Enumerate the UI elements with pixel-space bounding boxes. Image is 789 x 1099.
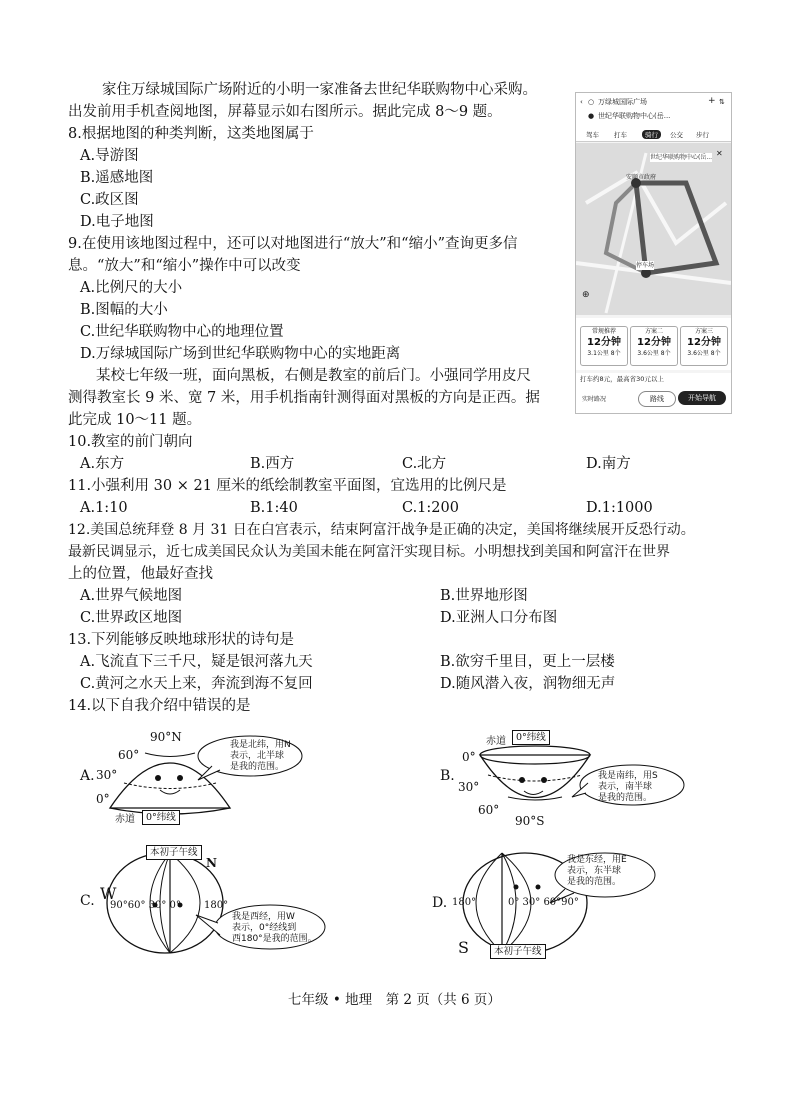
diagram-a-bubble-3: 是我的范围。 [230, 762, 285, 772]
diagram-a-bubble-1: 我是北纬，用N [230, 740, 291, 750]
route-card-2-name: 方案二 [644, 328, 663, 335]
route-card-3-time: 12分钟 [687, 337, 721, 348]
q13-option-a: A.飞流直下三千尺，疑是银河落九天 [80, 654, 313, 670]
tab-drive[interactable]: 驾车 [586, 131, 599, 139]
diagram-a-lat60: 60° [118, 748, 140, 762]
diagram-a-letter: A. [80, 768, 95, 784]
q11-option-d: D.1:1000 [586, 500, 653, 516]
diagram-b-lat30: 30° [458, 780, 480, 794]
phone-map-area[interactable] [576, 143, 731, 315]
q10-option-c: C.北方 [402, 456, 447, 472]
q12-option-d: D.亚洲人口分布图 [440, 610, 558, 626]
swap-icon[interactable]: ⇅ [719, 98, 725, 106]
phone-search-bar [576, 93, 731, 142]
diagram-c-bubble-1: 我是西经，用W [232, 912, 295, 922]
diagram-c-bubble-2: 表示，0°经线到 [232, 923, 297, 933]
route-card-3[interactable] [680, 326, 728, 366]
map-place-label: 安顺市政府 [626, 174, 657, 181]
phone-dest[interactable]: 世纪华联购物中心(岳... [598, 112, 671, 120]
tab-taxi[interactable]: 打车 [614, 131, 627, 139]
q8-option-a: A.导游图 [80, 148, 139, 164]
q13-stem: 13.下列能够反映地球形状的诗句是 [68, 632, 295, 648]
tab-bus[interactable]: 公交 [670, 131, 683, 139]
q13-option-b: B.欲穷千里目，更上一层楼 [440, 654, 615, 670]
diagram-b-box: 0°纬线 [512, 730, 550, 745]
q11-option-c: C.1:200 [402, 500, 459, 516]
q10-option-d: D.南方 [586, 456, 631, 472]
q10-stem: 10.教室的前门朝向 [68, 434, 193, 450]
route-card-3-dist: 3.6公里 8个 [687, 350, 721, 357]
back-icon[interactable]: ‹ [580, 98, 583, 106]
diagram-d-box: 本初子午线 [490, 944, 546, 959]
diagram-c-deg180: 180° [204, 900, 229, 911]
route-card-2[interactable] [630, 326, 678, 366]
q13-option-d: D.随风潜入夜，润物细无声 [440, 676, 616, 692]
map-routes [576, 143, 731, 315]
q8-option-d: D.电子地图 [80, 214, 154, 230]
diagram-b-lat0: 0° [462, 750, 476, 764]
q10-option-b: B.西方 [250, 456, 295, 472]
route-card-1-time: 12分钟 [587, 337, 621, 348]
q12-line2: 最新民调显示，近七成美国民众认为美国未能在阿富汗实现目标。小明想找到美国和阿富汗在世界 [68, 544, 670, 560]
origin-dot-icon: ○ [588, 98, 595, 106]
diagram-d-bubble-2: 表示，东半球 [567, 866, 622, 876]
route-card-1-dist: 3.1公里 8个 [587, 350, 621, 357]
realtime-toggle[interactable]: 实时路况 [582, 396, 607, 403]
diagram-a-lat30: 30° [96, 768, 118, 782]
diagram-d-bubble-1: 我是东经，用E [567, 855, 627, 865]
route-button[interactable]: 路线 [638, 391, 676, 407]
phone-mode-tabs [576, 129, 731, 141]
diagram-d-degs: 0° 30° 60°90° [508, 897, 579, 908]
q14-stem: 14.以下自我介绍中错误的是 [68, 698, 251, 714]
q12-line3: 上的位置，他最好查找 [68, 566, 213, 582]
q11-option-b: B.1:40 [250, 500, 298, 516]
q12-option-a: A.世界气候地图 [80, 588, 183, 604]
q9-option-c: C.世纪华联购物中心的地理位置 [80, 324, 284, 340]
intro1-line1: 家住万绿城国际广场附近的小明一家准备去世纪华联购物中心采购。 [102, 82, 537, 98]
map-dest-label: 世纪华联购物中心(岳... [650, 154, 713, 161]
q9-line1: 9.在使用该地图过程中，还可以对地图进行“放大”和“缩小”查询更多信 [68, 236, 518, 252]
diagram-a-box: 0°纬线 [142, 810, 180, 825]
q10-option-a: A.东方 [80, 456, 125, 472]
route-card-1-name: 常规推荐 [591, 328, 616, 335]
diagram-d-bubble-3: 是我的范围。 [567, 877, 622, 887]
page-footer: 七年级 • 地理 第 2 页（共 6 页） [288, 992, 501, 1008]
phone-footer [576, 373, 731, 413]
map-parking-label: 停车场 [636, 262, 655, 269]
diagram-a-pole: 90°N [150, 730, 182, 744]
diagram-a-equator: 赤道 [115, 814, 135, 825]
q12-option-b: B.世界地形图 [440, 588, 528, 604]
diagram-d-south: S [458, 938, 469, 957]
diagram-c-box: 本初子午线 [146, 845, 202, 860]
route-card-3-name: 方案三 [694, 328, 713, 335]
diagram-b-letter: B. [440, 768, 455, 784]
diagram-b-pole: 90°S [515, 814, 545, 828]
q11-stem: 11.小强利用 30 × 21 厘米的纸绘制教室平面图，宜选用的比例尺是 [68, 478, 507, 494]
diagram-b-bubble-3: 是我的范围。 [598, 793, 653, 803]
q11-option-a: A.1:10 [80, 500, 128, 516]
diagram-b-equator: 赤道 [486, 736, 506, 747]
intro2-line3: 此完成 10～11 题。 [68, 412, 202, 428]
diagram-b-lat60: 60° [478, 803, 500, 817]
phone-origin[interactable]: 万绿城国际广场 [598, 98, 647, 106]
diagram-c-letter: C. [80, 893, 95, 909]
q9-option-d: D.万绿城国际广场到世纪华联购物中心的实地距离 [80, 346, 401, 362]
close-icon[interactable]: ✕ [716, 149, 723, 158]
q9-option-b: B.图幅的大小 [80, 302, 168, 318]
diagram-c-west: W [100, 884, 117, 903]
locate-icon[interactable]: ⊕ [582, 290, 590, 300]
diagram-b-bubble-2: 表示，南半球 [598, 782, 653, 792]
diagram-a-lat0: 0° [96, 792, 110, 806]
diagram-d-deg180: 180° [452, 897, 477, 908]
q8-option-c: C.政区图 [80, 192, 139, 208]
tab-walk[interactable]: 步行 [696, 131, 709, 139]
intro2-line1: 某校七年级一班，面向黑板，右侧是教室的前后门。小强同学用皮尺 [96, 368, 531, 384]
q13-option-c: C.黄河之水天上来，奔流到海不复回 [80, 676, 313, 692]
route-card-2-time: 12分钟 [637, 337, 671, 348]
diagram-b-bubble-1: 我是南纬，用S [598, 771, 658, 781]
q8-stem: 8.根据地图的种类判断，这类地图属于 [68, 126, 314, 142]
diagram-c-north: N [206, 856, 217, 870]
add-icon[interactable]: + [708, 96, 716, 106]
q9-line2: 息。“放大”和“缩小”操作中可以改变 [68, 258, 301, 274]
phone-map-screenshot [575, 92, 732, 414]
intro2-line2: 测得教室长 9 米、宽 7 米，用手机指南针测得面对黑板的方向是正西。据 [68, 390, 540, 406]
diagram-c-bubble-3: 西180°是我的范围。 [232, 934, 317, 944]
tab-ride[interactable]: 骑行 [642, 130, 661, 139]
route-card-2-dist: 3.6公里 8个 [637, 350, 671, 357]
q12-line1: 12.美国总统拜登 8 月 31 日在白宫表示，结束阿富汗战争是正确的决定，美国将继续展开反恐行动。 [68, 522, 695, 538]
q12-option-c: C.世界政区地图 [80, 610, 183, 626]
q9-option-a: A.比例尺的大小 [80, 280, 183, 296]
taxi-promo[interactable]: 打车约8元，最高省30元以上 [580, 375, 664, 383]
dest-dot-icon: ● [588, 112, 595, 120]
route-card-1[interactable] [580, 326, 628, 366]
q8-option-b: B.遥感地图 [80, 170, 154, 186]
route-cards [576, 318, 731, 370]
diagram-c-degs: 90°60° 30° 0° [110, 900, 181, 911]
start-navigation-button[interactable]: 开始导航 [678, 391, 726, 405]
diagram-a-bubble-2: 表示，北半球 [230, 751, 285, 761]
diagram-d-letter: D. [432, 895, 448, 911]
intro1-line2: 出发前用手机查阅地图，屏幕显示如右图所示。据此完成 8～9 题。 [68, 104, 502, 120]
